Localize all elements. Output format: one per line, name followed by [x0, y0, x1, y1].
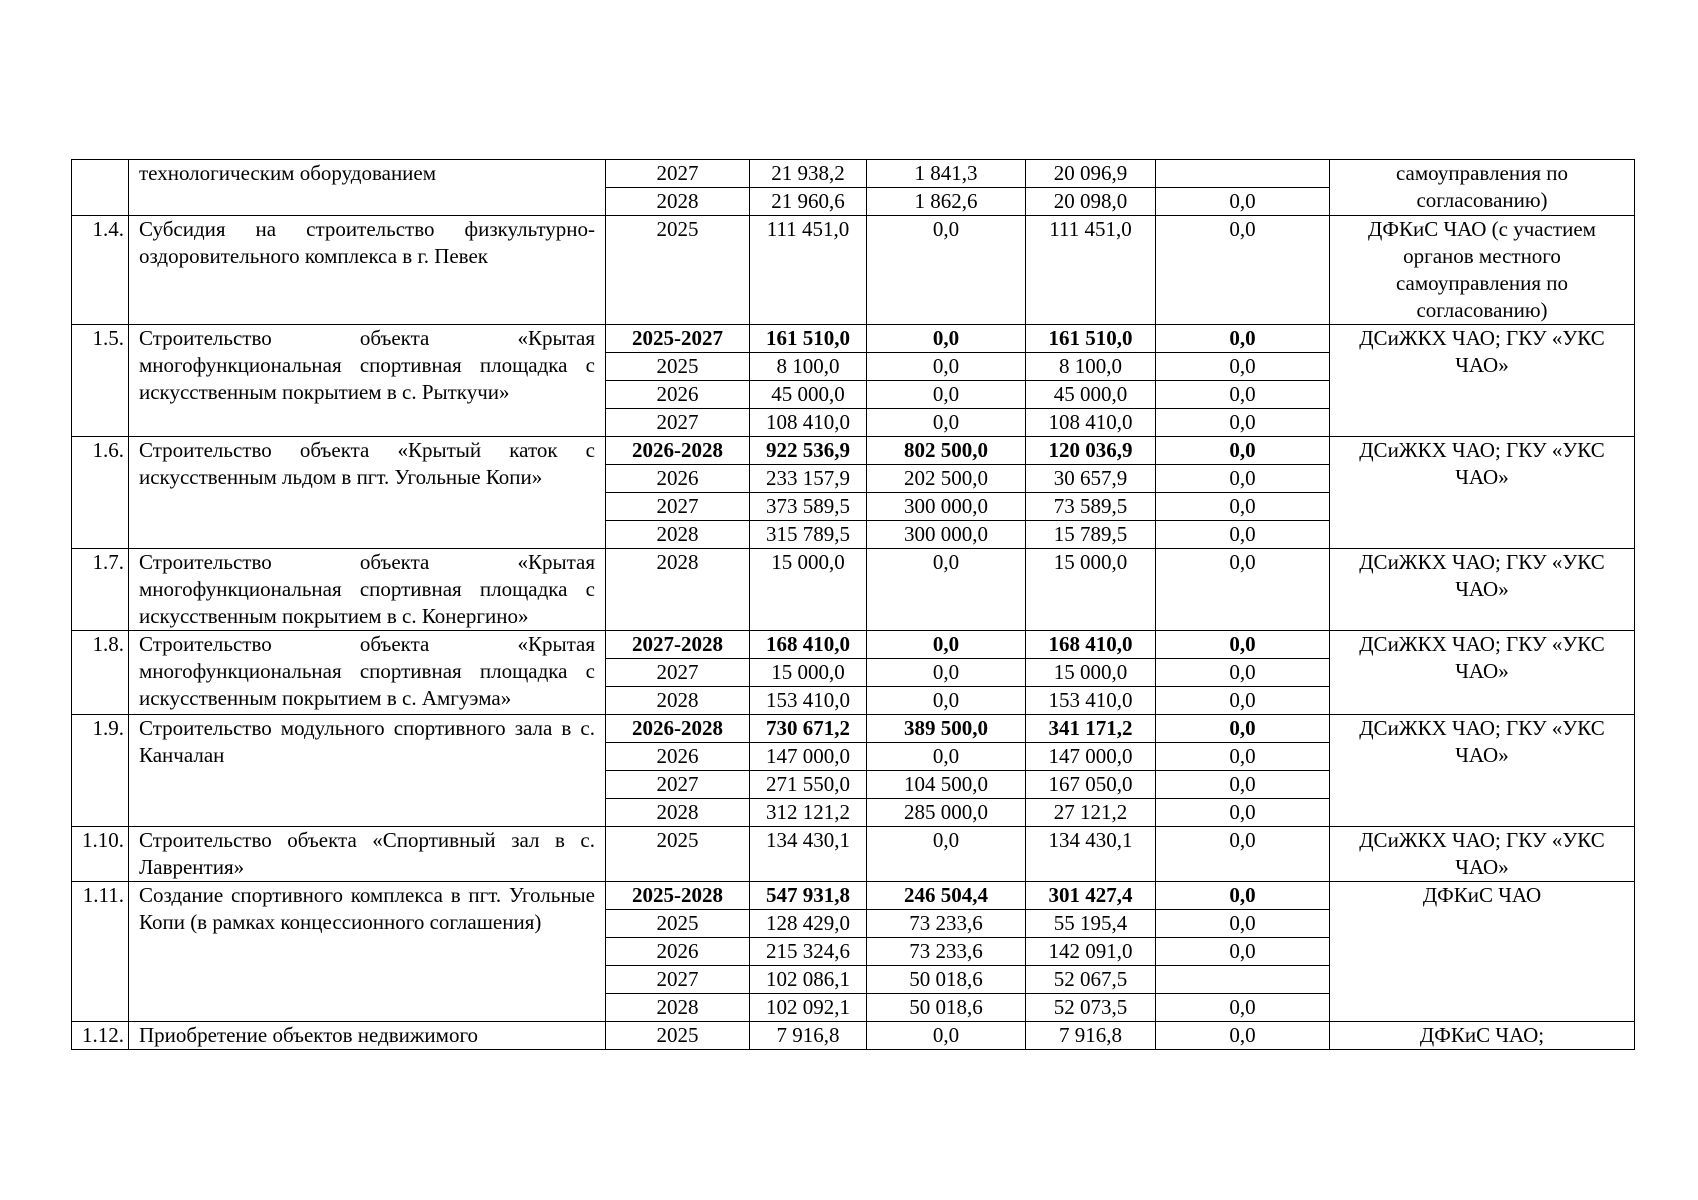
regional-budget-cell: 52 073,5 [1026, 994, 1156, 1022]
other-sources-cell: 0,0 [1156, 938, 1330, 966]
other-sources-cell: 0,0 [1156, 1022, 1330, 1050]
responsible-cell: ДСиЖКХ ЧАО; ГКУ «УКС ЧАО» [1330, 827, 1635, 882]
total-cell: 153 410,0 [750, 687, 867, 715]
federal-budget-cell: 300 000,0 [867, 521, 1026, 549]
item-number-cell [72, 160, 129, 216]
item-number-cell: 1.12. [72, 1022, 129, 1050]
federal-budget-cell: 0,0 [867, 743, 1026, 771]
total-cell: 147 000,0 [750, 743, 867, 771]
responsible-cell: ДСиЖКХ ЧАО; ГКУ «УКС ЧАО» [1330, 549, 1635, 631]
table-row [72, 160, 1635, 188]
federal-budget-cell: 0,0 [867, 687, 1026, 715]
item-number-cell: 1.4. [72, 216, 129, 325]
item-number-cell: 1.11. [72, 882, 129, 1022]
total-cell: 102 092,1 [750, 994, 867, 1022]
responsible-cell: ДФКиС ЧАО; [1330, 1022, 1635, 1050]
table-row [72, 437, 1635, 465]
total-cell: 21 960,6 [750, 188, 867, 216]
year-cell: 2027 [606, 493, 750, 521]
other-sources-cell: 0,0 [1156, 994, 1330, 1022]
total-cell: 8 100,0 [750, 353, 867, 381]
federal-budget-cell: 285 000,0 [867, 799, 1026, 827]
federal-budget-cell: 104 500,0 [867, 771, 1026, 799]
other-sources-cell: 0,0 [1156, 381, 1330, 409]
regional-budget-cell: 108 410,0 [1026, 409, 1156, 437]
regional-budget-cell: 73 589,5 [1026, 493, 1156, 521]
year-cell: 2028 [606, 549, 750, 631]
total-cell: 373 589,5 [750, 493, 867, 521]
year-cell: 2025-2027 [606, 325, 750, 353]
regional-budget-cell: 153 410,0 [1026, 687, 1156, 715]
year-cell: 2028 [606, 994, 750, 1022]
other-sources-cell: 0,0 [1156, 353, 1330, 381]
item-description-cell: Строительство модульного спортивного зала в с. Канчалан [129, 715, 606, 827]
federal-budget-cell: 246 504,4 [867, 882, 1026, 910]
regional-budget-cell: 8 100,0 [1026, 353, 1156, 381]
year-cell: 2028 [606, 687, 750, 715]
total-cell: 168 410,0 [750, 631, 867, 659]
responsible-cell: ДФКиС ЧАО (с участием органов местного самоуправления по согласованию) [1330, 216, 1635, 325]
total-cell: 111 451,0 [750, 216, 867, 325]
responsible-cell: самоуправления по согласованию) [1330, 160, 1635, 216]
other-sources-cell: 0,0 [1156, 325, 1330, 353]
total-cell: 271 550,0 [750, 771, 867, 799]
regional-budget-cell: 111 451,0 [1026, 216, 1156, 325]
total-cell: 102 086,1 [750, 966, 867, 994]
federal-budget-cell: 73 233,6 [867, 938, 1026, 966]
responsible-cell: ДСиЖКХ ЧАО; ГКУ «УКС ЧАО» [1330, 631, 1635, 715]
item-description-cell: Приобретение объектов недвижимого [129, 1022, 606, 1050]
budget-table [71, 159, 1635, 1050]
other-sources-cell: 0,0 [1156, 216, 1330, 325]
item-description-cell: Строительство объекта «Спортивный зал в с. Лаврентия» [129, 827, 606, 882]
year-cell: 2027 [606, 409, 750, 437]
year-cell: 2026 [606, 743, 750, 771]
federal-budget-cell: 0,0 [867, 216, 1026, 325]
item-description-cell: Строительство объекта «Крытый каток с искусственным льдом в пгт. Угольные Копи» [129, 437, 606, 549]
other-sources-cell: 0,0 [1156, 188, 1330, 216]
total-cell: 15 000,0 [750, 549, 867, 631]
total-cell: 108 410,0 [750, 409, 867, 437]
year-cell: 2025-2028 [606, 882, 750, 910]
federal-budget-cell: 802 500,0 [867, 437, 1026, 465]
total-cell: 134 430,1 [750, 827, 867, 882]
regional-budget-cell: 30 657,9 [1026, 465, 1156, 493]
other-sources-cell: 0,0 [1156, 409, 1330, 437]
other-sources-cell: 0,0 [1156, 549, 1330, 631]
item-description-cell: Строительство объекта «Крытая многофункциональная спортивная площадка с искусственным покрытием в с. Конергино» [129, 549, 606, 631]
responsible-cell: ДФКиС ЧАО [1330, 882, 1635, 1022]
item-description-cell: Строительство объекта «Крытая многофункциональная спортивная площадка с искусственным покрытием в с. Рыткучи» [129, 325, 606, 437]
total-cell: 15 000,0 [750, 659, 867, 687]
table-row [72, 715, 1635, 743]
other-sources-cell [1156, 966, 1330, 994]
other-sources-cell: 0,0 [1156, 771, 1330, 799]
regional-budget-cell: 15 000,0 [1026, 549, 1156, 631]
federal-budget-cell: 300 000,0 [867, 493, 1026, 521]
table-row [72, 882, 1635, 910]
responsible-cell: ДСиЖКХ ЧАО; ГКУ «УКС ЧАО» [1330, 715, 1635, 827]
federal-budget-cell: 389 500,0 [867, 715, 1026, 743]
budget-table-body [72, 160, 1635, 1050]
federal-budget-cell: 0,0 [867, 353, 1026, 381]
year-cell: 2027 [606, 160, 750, 188]
other-sources-cell: 0,0 [1156, 827, 1330, 882]
regional-budget-cell: 15 000,0 [1026, 659, 1156, 687]
total-cell: 315 789,5 [750, 521, 867, 549]
other-sources-cell [1156, 160, 1330, 188]
year-cell: 2025 [606, 1022, 750, 1050]
item-description-cell: Создание спортивного комплекса в пгт. Угольные Копи (в рамках концессионного соглашения) [129, 882, 606, 1022]
responsible-cell: ДСиЖКХ ЧАО; ГКУ «УКС ЧАО» [1330, 325, 1635, 437]
other-sources-cell: 0,0 [1156, 882, 1330, 910]
federal-budget-cell: 73 233,6 [867, 910, 1026, 938]
other-sources-cell: 0,0 [1156, 659, 1330, 687]
total-cell: 922 536,9 [750, 437, 867, 465]
federal-budget-cell: 0,0 [867, 659, 1026, 687]
other-sources-cell: 0,0 [1156, 743, 1330, 771]
year-cell: 2028 [606, 799, 750, 827]
year-cell: 2027 [606, 966, 750, 994]
other-sources-cell: 0,0 [1156, 631, 1330, 659]
item-description-cell: Строительство объекта «Крытая многофункциональная спортивная площадка с искусственным покрытием в с. Амгуэма» [129, 631, 606, 715]
federal-budget-cell: 50 018,6 [867, 994, 1026, 1022]
table-row [72, 1022, 1635, 1050]
table-row [72, 631, 1635, 659]
year-cell: 2026-2028 [606, 715, 750, 743]
regional-budget-cell: 161 510,0 [1026, 325, 1156, 353]
other-sources-cell: 0,0 [1156, 910, 1330, 938]
federal-budget-cell: 50 018,6 [867, 966, 1026, 994]
total-cell: 161 510,0 [750, 325, 867, 353]
responsible-cell: ДСиЖКХ ЧАО; ГКУ «УКС ЧАО» [1330, 437, 1635, 549]
federal-budget-cell: 0,0 [867, 381, 1026, 409]
item-number-cell: 1.5. [72, 325, 129, 437]
total-cell: 312 121,2 [750, 799, 867, 827]
regional-budget-cell: 142 091,0 [1026, 938, 1156, 966]
total-cell: 233 157,9 [750, 465, 867, 493]
item-number-cell: 1.9. [72, 715, 129, 827]
year-cell: 2027 [606, 659, 750, 687]
other-sources-cell: 0,0 [1156, 437, 1330, 465]
regional-budget-cell: 301 427,4 [1026, 882, 1156, 910]
other-sources-cell: 0,0 [1156, 521, 1330, 549]
federal-budget-cell: 0,0 [867, 631, 1026, 659]
regional-budget-cell: 167 050,0 [1026, 771, 1156, 799]
other-sources-cell: 0,0 [1156, 493, 1330, 521]
regional-budget-cell: 15 789,5 [1026, 521, 1156, 549]
year-cell: 2028 [606, 521, 750, 549]
total-cell: 21 938,2 [750, 160, 867, 188]
other-sources-cell: 0,0 [1156, 465, 1330, 493]
regional-budget-cell: 341 171,2 [1026, 715, 1156, 743]
year-cell: 2026-2028 [606, 437, 750, 465]
table-row [72, 549, 1635, 631]
total-cell: 730 671,2 [750, 715, 867, 743]
item-number-cell: 1.7. [72, 549, 129, 631]
item-description-cell: Субсидия на строительство физкультурно-оздоровительного комплекса в г. Певек [129, 216, 606, 325]
regional-budget-cell: 45 000,0 [1026, 381, 1156, 409]
regional-budget-cell: 120 036,9 [1026, 437, 1156, 465]
table-row [72, 827, 1635, 882]
item-description-cell: технологическим оборудованием [129, 160, 606, 216]
year-cell: 2026 [606, 938, 750, 966]
regional-budget-cell: 20 096,9 [1026, 160, 1156, 188]
total-cell: 547 931,8 [750, 882, 867, 910]
total-cell: 7 916,8 [750, 1022, 867, 1050]
year-cell: 2025 [606, 827, 750, 882]
item-number-cell: 1.10. [72, 827, 129, 882]
year-cell: 2026 [606, 381, 750, 409]
item-number-cell: 1.6. [72, 437, 129, 549]
year-cell: 2025 [606, 216, 750, 325]
total-cell: 128 429,0 [750, 910, 867, 938]
federal-budget-cell: 0,0 [867, 549, 1026, 631]
other-sources-cell: 0,0 [1156, 799, 1330, 827]
table-row [72, 325, 1635, 353]
total-cell: 215 324,6 [750, 938, 867, 966]
year-cell: 2025 [606, 910, 750, 938]
year-cell: 2026 [606, 465, 750, 493]
regional-budget-cell: 134 430,1 [1026, 827, 1156, 882]
federal-budget-cell: 0,0 [867, 325, 1026, 353]
regional-budget-cell: 52 067,5 [1026, 966, 1156, 994]
year-cell: 2027-2028 [606, 631, 750, 659]
table-row [72, 216, 1635, 325]
federal-budget-cell: 0,0 [867, 827, 1026, 882]
federal-budget-cell: 0,0 [867, 409, 1026, 437]
year-cell: 2028 [606, 188, 750, 216]
regional-budget-cell: 20 098,0 [1026, 188, 1156, 216]
total-cell: 45 000,0 [750, 381, 867, 409]
regional-budget-cell: 55 195,4 [1026, 910, 1156, 938]
federal-budget-cell: 202 500,0 [867, 465, 1026, 493]
federal-budget-cell: 0,0 [867, 1022, 1026, 1050]
year-cell: 2025 [606, 353, 750, 381]
regional-budget-cell: 168 410,0 [1026, 631, 1156, 659]
item-number-cell: 1.8. [72, 631, 129, 715]
regional-budget-cell: 147 000,0 [1026, 743, 1156, 771]
other-sources-cell: 0,0 [1156, 687, 1330, 715]
federal-budget-cell: 1 841,3 [867, 160, 1026, 188]
regional-budget-cell: 27 121,2 [1026, 799, 1156, 827]
regional-budget-cell: 7 916,8 [1026, 1022, 1156, 1050]
federal-budget-cell: 1 862,6 [867, 188, 1026, 216]
year-cell: 2027 [606, 771, 750, 799]
other-sources-cell: 0,0 [1156, 715, 1330, 743]
